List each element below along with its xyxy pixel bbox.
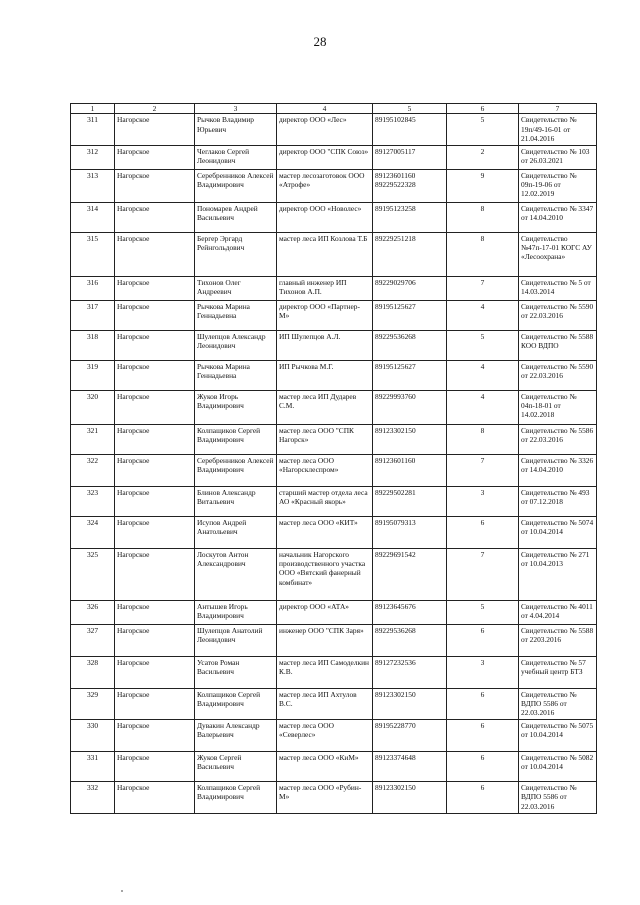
row-number: 328: [71, 656, 115, 688]
row-position: директор ООО «Партнер-М»: [277, 300, 373, 330]
row-count: 6: [447, 781, 519, 813]
row-number: 323: [71, 486, 115, 516]
row-certificate: Свидетельство № 3347 от 14.04.2010: [519, 202, 597, 232]
row-number: 315: [71, 232, 115, 276]
row-position: ИП Шулепцов А.Л.: [277, 330, 373, 360]
table-body: [71, 114, 597, 813]
row-place: Нагорское: [115, 486, 195, 516]
row-position: старший мастер отдела леса АО «Красный якорь»: [277, 486, 373, 516]
column-header: 6: [447, 104, 519, 114]
row-phone: 89123302150: [373, 424, 447, 454]
row-number: 318: [71, 330, 115, 360]
row-certificate: Свидетельство № 5082 от 10.04.2014: [519, 751, 597, 781]
row-phone: 89195125627: [373, 300, 447, 330]
row-position: мастер леса ООО «Нагорсклеспром»: [277, 454, 373, 486]
row-place: Нагорское: [115, 360, 195, 390]
row-count: 4: [447, 300, 519, 330]
row-name: Пономарев Андрей Васильевич: [195, 202, 277, 232]
row-certificate: Свидетельство №47п-17-01 КОГС АУ «Лесоохрана»: [519, 232, 597, 276]
row-count: 6: [447, 688, 519, 719]
row-place: Нагорское: [115, 202, 195, 232]
row-place: Нагорское: [115, 600, 195, 624]
row-position: директор ООО "СПК Союз»: [277, 145, 373, 169]
row-place: Нагорское: [115, 169, 195, 202]
row-position: ИП Рычкова М.Г.: [277, 360, 373, 390]
row-count: 9: [447, 169, 519, 202]
column-header: 3: [195, 104, 277, 114]
row-phone: 89229536268: [373, 624, 447, 656]
row-position: мастер леса ИП Дударев С.М.: [277, 390, 373, 424]
row-certificate: Свидетельство № 271 от 10.04.2013: [519, 548, 597, 600]
row-number: 317: [71, 300, 115, 330]
row-place: Нагорское: [115, 145, 195, 169]
row-name: Рычков Владимир Юрьевич: [195, 114, 277, 145]
row-certificate: Свидетельство № 5074 от 10.04.2014: [519, 516, 597, 548]
row-certificate: Свидетельство № 5 от 14.03.2014: [519, 276, 597, 300]
row-phone: 89123645676: [373, 600, 447, 624]
row-name: Усатов Роман Васильевич: [195, 656, 277, 688]
table-row: [71, 114, 597, 145]
row-phone: 89127232536: [373, 656, 447, 688]
row-position: мастер лесозаготовок ООО «Атрофе»: [277, 169, 373, 202]
row-certificate: Свидетельство № 493 от 07.12.2018: [519, 486, 597, 516]
row-number: 330: [71, 719, 115, 751]
row-place: Нагорское: [115, 781, 195, 813]
row-certificate: Свидетельство № 09п-19-06 от 12.02.2019: [519, 169, 597, 202]
row-phone: 89195079313: [373, 516, 447, 548]
row-position: директор ООО «АТА»: [277, 600, 373, 624]
row-certificate: Свидетельство № 3326 от 14.04.2010: [519, 454, 597, 486]
row-count: 2: [447, 145, 519, 169]
row-certificate: Свидетельство № 5588 от 2203.2016: [519, 624, 597, 656]
row-count: 3: [447, 486, 519, 516]
row-count: 3: [447, 656, 519, 688]
row-number: 327: [71, 624, 115, 656]
table-row: [71, 688, 597, 719]
row-number: 319: [71, 360, 115, 390]
row-place: Нагорское: [115, 276, 195, 300]
row-position: мастер леса ООО «Рубин-М»: [277, 781, 373, 813]
row-name: Рычкова Марина Геннадьевна: [195, 360, 277, 390]
table-row: [71, 300, 597, 330]
row-name: Дувакин Александр Валерьевич: [195, 719, 277, 751]
row-place: Нагорское: [115, 751, 195, 781]
table-row: [71, 330, 597, 360]
table-row: [71, 145, 597, 169]
column-header: 5: [373, 104, 447, 114]
table-row: [71, 624, 597, 656]
row-certificate: Свидетельство № 5586 от 22.03.2016: [519, 424, 597, 454]
row-position: мастер леса ИП Самоделкин К.В.: [277, 656, 373, 688]
row-certificate: Свидетельство № 19п/49-16-01 от 21.04.2016: [519, 114, 597, 145]
row-place: Нагорское: [115, 114, 195, 145]
row-count: 7: [447, 276, 519, 300]
row-number: 312: [71, 145, 115, 169]
row-number: 313: [71, 169, 115, 202]
row-place: Нагорское: [115, 390, 195, 424]
table-row: [71, 454, 597, 486]
header-row: [71, 104, 597, 114]
row-position: директор ООО «Лес»: [277, 114, 373, 145]
row-name: Серебренников Алексей Владимирович: [195, 454, 277, 486]
row-phone: 89229536268: [373, 330, 447, 360]
row-position: мастер леса ООО «КиМ»: [277, 751, 373, 781]
column-header: 7: [519, 104, 597, 114]
row-count: 5: [447, 330, 519, 360]
row-position: мастер леса ООО «Северлес»: [277, 719, 373, 751]
row-number: 316: [71, 276, 115, 300]
row-count: 6: [447, 751, 519, 781]
row-place: Нагорское: [115, 719, 195, 751]
row-name: Лоскутов Антон Александрович: [195, 548, 277, 600]
row-phone: 89123601160: [373, 454, 447, 486]
row-position: мастер леса ООО «КИТ»: [277, 516, 373, 548]
row-number: 329: [71, 688, 115, 719]
row-name: Колпащиков Сергей Владимирович: [195, 424, 277, 454]
row-count: 8: [447, 202, 519, 232]
row-name: Шулепцов Александр Леонидович: [195, 330, 277, 360]
row-position: начальник Нагорского производственного участка ООО «Вятский фанерный комбинат»: [277, 548, 373, 600]
row-count: 8: [447, 232, 519, 276]
row-phone: 89127005117: [373, 145, 447, 169]
row-number: 324: [71, 516, 115, 548]
row-phone: 89229691542: [373, 548, 447, 600]
row-phone: 89229251218: [373, 232, 447, 276]
row-name: Жуков Игорь Владимирович: [195, 390, 277, 424]
row-certificate: Свидетельство № 04п-18-01 от 14.02.2018: [519, 390, 597, 424]
row-count: 4: [447, 360, 519, 390]
row-certificate: Свидетельство № 103 от 26.03.2021: [519, 145, 597, 169]
table-row: [71, 169, 597, 202]
page-number: 28: [313, 34, 327, 49]
row-certificate: Свидетельство № 5590 от 22.03.2016: [519, 300, 597, 330]
row-name: Антышев Игорь Владимирович: [195, 600, 277, 624]
row-place: Нагорское: [115, 656, 195, 688]
row-phone: 89229502281: [373, 486, 447, 516]
row-name: Тихонов Олег Андреевич: [195, 276, 277, 300]
row-count: 5: [447, 600, 519, 624]
row-number: 332: [71, 781, 115, 813]
row-name: Чеглаков Сергей Леонидович: [195, 145, 277, 169]
table-row: [71, 548, 597, 600]
registry-table: [70, 103, 597, 814]
row-number: 331: [71, 751, 115, 781]
column-header: 4: [277, 104, 373, 114]
row-number: 325: [71, 548, 115, 600]
row-certificate: Свидетельство № 5075 от 10.04.2014: [519, 719, 597, 751]
table-row: [71, 600, 597, 624]
row-name: Бергер Эргард Рейнгольдович: [195, 232, 277, 276]
row-certificate: Свидетельство № ВДПО 5586 от 22.03.2016: [519, 688, 597, 719]
row-phone: 89195123258: [373, 202, 447, 232]
table-row: [71, 232, 597, 276]
row-phone: 89229993760: [373, 390, 447, 424]
row-number: 322: [71, 454, 115, 486]
row-name: Колпащиков Сергей Владимирович: [195, 688, 277, 719]
row-place: Нагорское: [115, 300, 195, 330]
scan-mark: [121, 890, 123, 892]
row-phone: 89123601160 89229522328: [373, 169, 447, 202]
row-place: Нагорское: [115, 624, 195, 656]
table-row: [71, 424, 597, 454]
row-place: Нагорское: [115, 424, 195, 454]
row-count: 5: [447, 114, 519, 145]
row-name: Серебренников Алексей Владимирович: [195, 169, 277, 202]
row-position: инженер ООО "СПК Заря»: [277, 624, 373, 656]
row-name: Рычкова Марина Геннадьевна: [195, 300, 277, 330]
table-row: [71, 781, 597, 813]
row-place: Нагорское: [115, 330, 195, 360]
table-row: [71, 390, 597, 424]
row-position: директор ООО «Новолес»: [277, 202, 373, 232]
table-row: [71, 656, 597, 688]
table-row: [71, 360, 597, 390]
row-position: мастер леса ООО "СПК Нагорск»: [277, 424, 373, 454]
row-count: 7: [447, 454, 519, 486]
table-row: [71, 202, 597, 232]
column-header: 1: [71, 104, 115, 114]
row-place: Нагорское: [115, 454, 195, 486]
table-row: [71, 486, 597, 516]
row-phone: 89229029706: [373, 276, 447, 300]
row-phone: 89195228770: [373, 719, 447, 751]
row-phone: 89123374648: [373, 751, 447, 781]
row-number: 311: [71, 114, 115, 145]
row-phone: 89123302150: [373, 688, 447, 719]
row-count: 6: [447, 516, 519, 548]
row-name: Блинов Александр Витальевич: [195, 486, 277, 516]
row-certificate: Свидетельство № 5588 КОО ВДПО: [519, 330, 597, 360]
row-position: главный инженер ИП Тихонов А.П.: [277, 276, 373, 300]
row-phone: 89123302150: [373, 781, 447, 813]
row-position: мастер леса ИП Ахтулов В.С.: [277, 688, 373, 719]
table-row: [71, 276, 597, 300]
row-name: Колпащиков Сергей Владимирович: [195, 781, 277, 813]
row-number: 320: [71, 390, 115, 424]
row-number: 314: [71, 202, 115, 232]
row-name: Жуков Сергей Васильевич: [195, 751, 277, 781]
row-certificate: Свидетельство № 5590 от 22.03.2016: [519, 360, 597, 390]
row-certificate: Свидетельство № 4011 от 4.04.2014: [519, 600, 597, 624]
row-number: 326: [71, 600, 115, 624]
column-header: 2: [115, 104, 195, 114]
table-row: [71, 751, 597, 781]
row-count: 6: [447, 719, 519, 751]
row-place: Нагорское: [115, 688, 195, 719]
row-certificate: Свидетельство № 57 учебный центр БТЗ: [519, 656, 597, 688]
row-name: Шулепцов Анатолий Леонидович: [195, 624, 277, 656]
row-count: 4: [447, 390, 519, 424]
row-place: Нагорское: [115, 232, 195, 276]
row-certificate: Свидетельство № ВДПО 5586 от 22.03.2016: [519, 781, 597, 813]
row-name: Исупов Андрей Анатольевич: [195, 516, 277, 548]
row-place: Нагорское: [115, 548, 195, 600]
row-count: 8: [447, 424, 519, 454]
table-row: [71, 516, 597, 548]
row-phone: 89195125627: [373, 360, 447, 390]
table-row: [71, 719, 597, 751]
row-place: Нагорское: [115, 516, 195, 548]
row-number: 321: [71, 424, 115, 454]
row-count: 6: [447, 624, 519, 656]
row-position: мастер леса ИП Козлова Т.Б: [277, 232, 373, 276]
row-count: 7: [447, 548, 519, 600]
row-phone: 89195102845: [373, 114, 447, 145]
